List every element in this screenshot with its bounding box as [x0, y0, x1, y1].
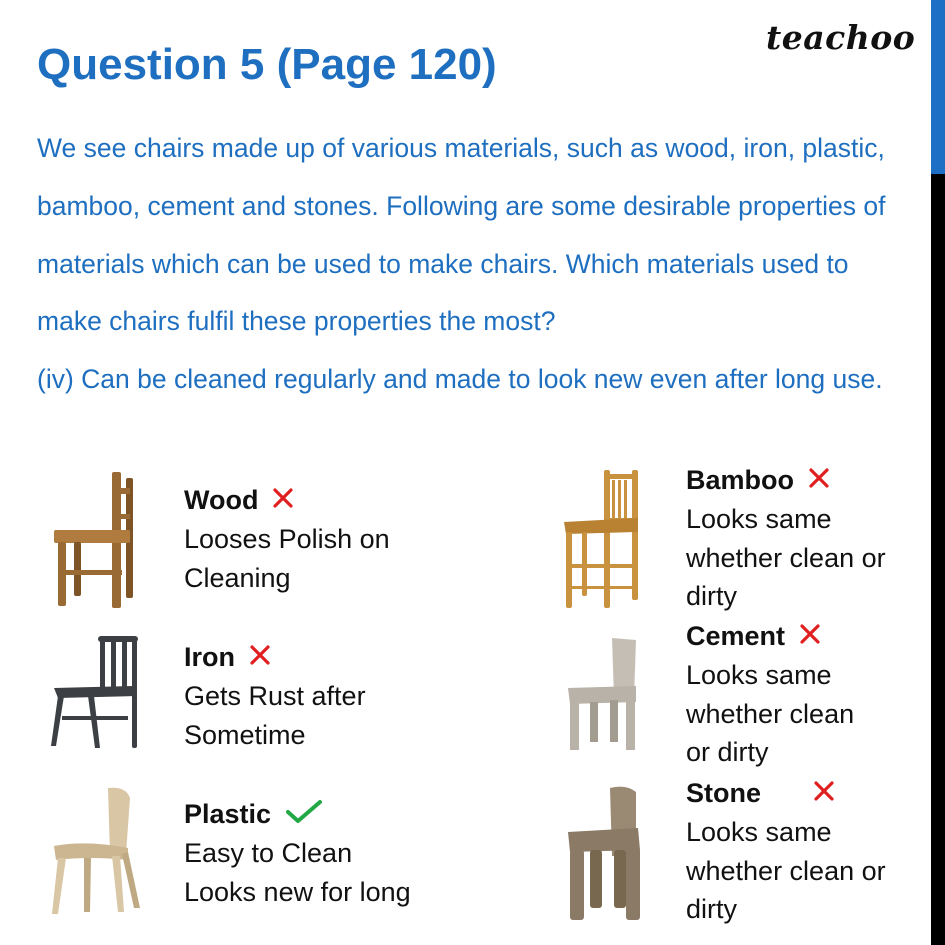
material-desc-line: Looks same: [686, 816, 832, 847]
cement-chair-image: [564, 636, 642, 757]
bamboo-chair-image: [560, 468, 650, 615]
cross-icon: [813, 780, 835, 802]
material-desc-line: dirty: [686, 894, 738, 925]
teachoo-logo: teachoo: [766, 18, 916, 57]
material-desc-line: Sometime: [184, 719, 306, 750]
material-name-iron: Iron: [184, 642, 235, 672]
cross-icon: [272, 487, 294, 509]
plastic-chair-image: [46, 784, 144, 923]
wood-chair-image: [50, 470, 145, 615]
cross-icon: [799, 623, 821, 645]
page-title: Question 5 (Page 120): [37, 40, 497, 89]
material-desc-line: or dirty: [686, 737, 769, 768]
material-desc-line: whether clean: [686, 698, 855, 729]
question-text: [37, 120, 917, 409]
material-desc-line: whether clean or: [686, 542, 886, 573]
material-desc-line: Looks same: [686, 503, 832, 534]
material-name-plastic: Plastic: [184, 799, 272, 829]
iron-chair-image: [48, 634, 146, 757]
material-desc-line: whether clean or: [686, 855, 886, 886]
cross-icon: [249, 644, 271, 666]
material-desc-line: Cleaning: [184, 562, 291, 593]
question-intro: We see chairs made up of various materials, such as wood, iron, plastic, bamboo, cement and stones. Following are some desirable properties of materials which can be used to make chairs. Which materials used to make chairs fulfil these properties the most?: [37, 133, 886, 337]
side-dark-bar: [931, 174, 945, 945]
cross-icon: [808, 467, 830, 489]
material-name-cement: Cement: [686, 621, 786, 651]
material-desc-line: Looks same: [686, 659, 832, 690]
side-accent-bar: [931, 0, 945, 174]
material-desc-line: Looses Polish on: [184, 523, 390, 554]
material-name-bamboo: Bamboo: [686, 465, 794, 495]
check-icon: [285, 799, 323, 825]
material-desc-line: dirty: [686, 581, 738, 612]
material-desc-line: Looks new for long: [184, 876, 411, 907]
material-desc-line: Gets Rust after: [184, 680, 366, 711]
stone-chair-image: [564, 786, 646, 927]
material-name-stone: Stone: [686, 778, 762, 808]
material-desc-line: Easy to Clean: [184, 837, 353, 868]
question-part: (iv) Can be cleaned regularly and made to look new even after long use.: [37, 364, 883, 395]
material-name-wood: Wood: [184, 485, 259, 515]
